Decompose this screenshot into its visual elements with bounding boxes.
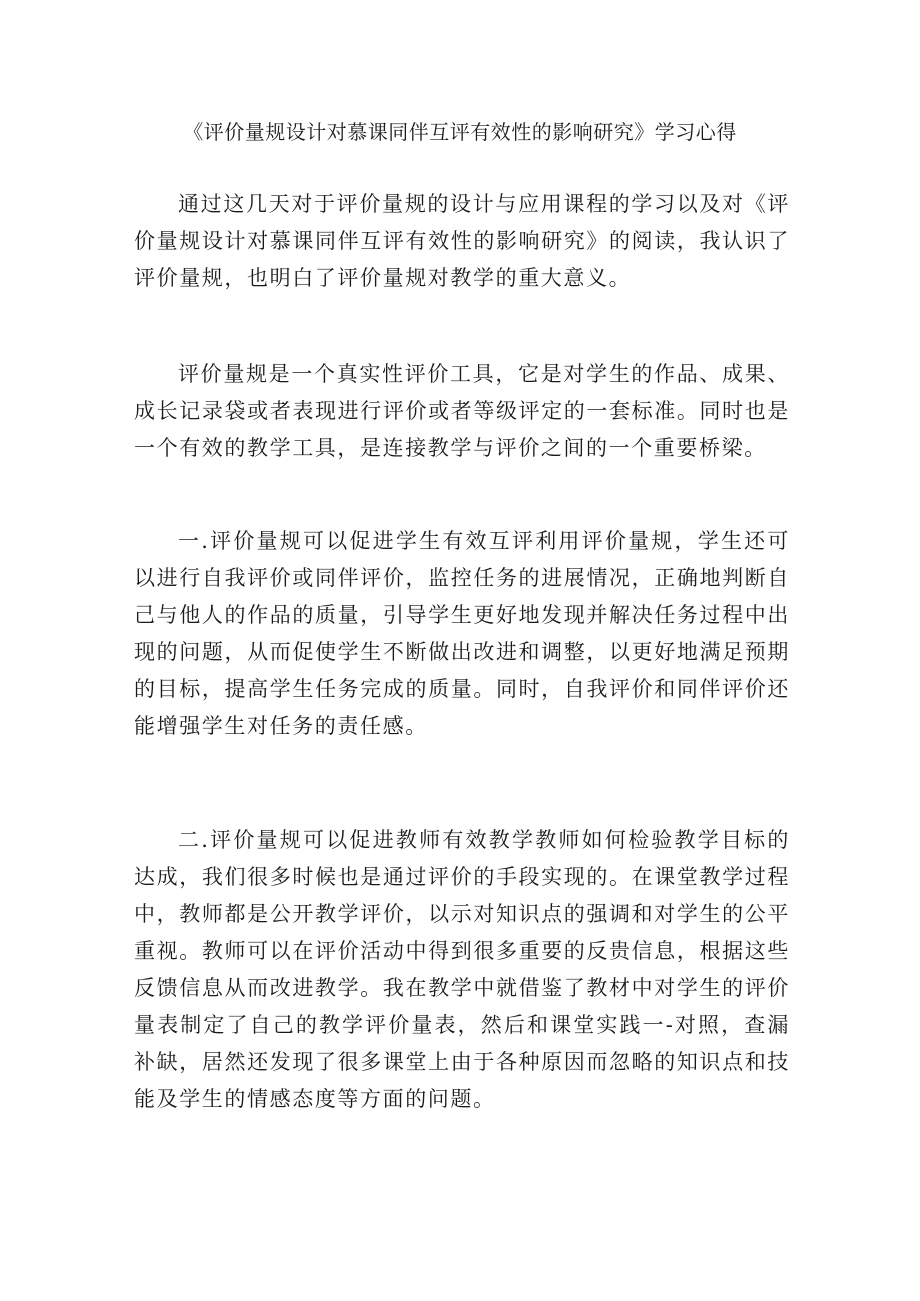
paragraph-definition: 评价量规是一个真实性评价工具，它是对学生的作品、成果、成长记录袋或者表现进行评价或者等级评定的一套标准。同时也是一个有效的教学工具，是连接教学与评价之间的一个重要桥梁。 — [134, 362, 790, 460]
document-title: 《评价量规设计对慕课同伴互评有效性的影响研究》学习心得 — [183, 120, 737, 144]
paragraph-point-two: 二.评价量规可以促进教师有效教学教师如何检验教学目标的达成，我们很多时候也是通过评价的手段实现的。在课堂教学过程中，教师都是公开教学评价，以示对知识点的强调和对学生的公平重视。教师可以在评价活动中得到很多重要的反贵信息，根据这些反馈信息从而改进教学。我在教学中就借鉴了教材中对学生的评价量表制定了自己的教学评价量表，然后和课堂实践一-对照，查漏补缺，居然还发现了很多课堂上由于各种原因而忽略的知识点和技能及学生的情感态度等方面的问题。 — [134, 828, 790, 1111]
paragraph-intro: 通过这几天对于评价量规的设计与应用课程的学习以及对《评价量规设计对慕课同伴互评有效性的影响研究》的阅读，我认识了评价量规，也明白了评价量规对教学的重大意义。 — [134, 192, 790, 290]
paragraph-point-one: 一.评价量规可以促进学生有效互评利用评价量规，学生还可以进行自我评价或同伴评价，监控任务的进展情况，正确地判断自己与他人的作品的质量，引导学生更好地发现并解决任务过程中出现的问题，从而促使学生不断做出改进和调整，以更好地满足预期的目标，提高学生任务完成的质量。同时，自我评价和同伴评价还能增强学生对任务的责任感。 — [134, 529, 790, 738]
